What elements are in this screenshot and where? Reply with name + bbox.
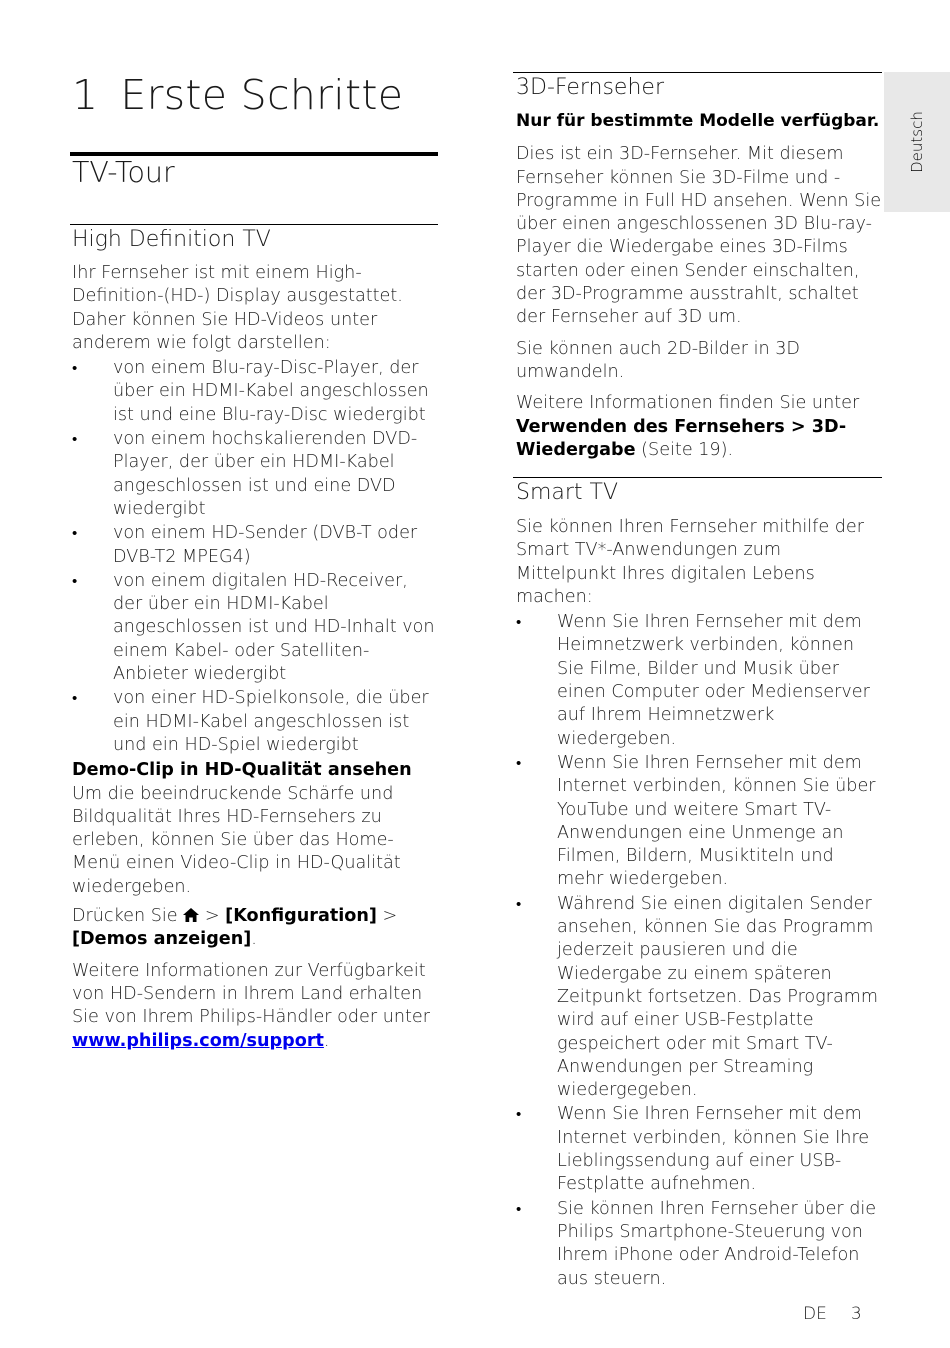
hdtv-body [72,262,438,1053]
page-reference: (Seite 19). [641,439,734,460]
press-separator: > [382,906,398,927]
chapter-number: 1 [72,71,99,119]
press-end: . [251,929,257,950]
menu-path-demos: [Demos anzeigen] [72,929,252,950]
page-footer [803,1304,862,1324]
list-item: • Wenn Sie Ihren Fernseher mit dem Internet verbinden, können Sie Ihre Lieblingssendung auf einer USB-Festplatte aufnehmen. [516,1103,882,1196]
hdtv-bullet-list [72,357,438,757]
footer-language: DE [803,1304,827,1324]
list-item: • von einem HD-Sender (DVB-T oder DVB-T2 MPEG4) [72,522,438,569]
subsection-title-hdtv: High Definition TV [72,227,271,252]
cross-reference: Verwenden des Fernsehers > 3D-Wiedergabe [516,416,847,460]
menu-path-configuration: [Konfiguration] [225,906,377,927]
subsection-rule [513,477,882,478]
three-d-para2: Sie können auch 2D-Bilder in 3D umwandeln. [516,338,800,382]
hdtv-intro: Ihr Fernseher ist mit einem High-Definition-(HD-) Display ausgestattet. Daher können Sie HD-Videos unter anderem wie folgt darstellen: [72,263,403,353]
smart-tv-bullet-list [516,611,882,1291]
smart-tv-intro: Sie können Ihren Fernseher mithilfe der Smart TV*-Anwendungen zum Mittelpunkt Ihres digitalen Lebens machen: [516,517,864,607]
hd-availability-info [72,960,438,1053]
list-item: • Sie können Ihren Fernseher über die Philips Smartphone-Steuerung von Ihrem iPhone oder Android-Telefon aus steuern. [516,1198,882,1291]
list-item: • von einer HD-Spielkonsole, die über ein HDMI-Kabel angeschlossen ist und ein HD-Spiel wiedergibt [72,687,438,757]
press-separator: > [204,906,220,927]
page-number: 3 [850,1304,862,1324]
subsection-rule [70,224,438,225]
list-item: • Während Sie einen digitalen Sender ansehen, können Sie das Programm jederzeit pausieren und die Wiedergabe zu einem späteren Zeitpunkt fortsetzen. Das Programm wird auf einer USB-Festplatte gespeichert oder mit Smart TV-Anwendungen per Streaming wiedergegeben. [516,893,882,1103]
demo-text: Um die beeindruckende Schärfe und Bildqualität Ihres HD-Fernsehers zu erleben, können Sie über das Home-Menü einen Video-Clip in HD-Qualität wiedergeben. [72,783,401,897]
list-item: • von einem Blu-ray-Disc-Player, der über ein HDMI-Kabel angeschlossen ist und eine Blu-ray-Disc wiedergibt [72,357,438,427]
three-d-para1: Dies ist ein 3D-Fernseher. Mit diesem Fernseher können Sie 3D-Filme und -Programme in Full HD ansehen. Wenn Sie über einen angeschlossenen 3D Blu-ray-Player die Wiedergabe eines 3D-Films starten oder einen Sender einschalten, der 3D-Programme ausstrahlt, schaltet der Fernseher auf 3D um. [516,144,882,328]
section-title-tv-tour: TV-Tour [72,156,175,189]
philips-support-link[interactable]: www.philips.com/support [72,1030,324,1051]
more-info-text: Weitere Informationen zur Verfügbarkeit von HD-Sendern in Ihrem Land erhalten Sie von Ihrem Philips-Händler oder unter [72,960,430,1028]
list-item: • Wenn Sie Ihren Fernseher mit dem Internet verbinden, können Sie über YouTube und weitere Smart TV-Anwendungen eine Unmenge an Filmen, Bildern, Musiktiteln und mehr wiedergeben. [516,752,882,892]
demo-instruction [72,905,438,952]
list-item: • von einem hochskalierenden DVD-Player, der über ein HDMI-Kabel angeschlossen ist und eine DVD wiedergibt [72,428,438,521]
list-item: • Wenn Sie Ihren Fernseher mit dem Heimnetzwerk verbinden, können Sie Filme, Bilder und Musik über einen Computer oder Medienserver auf Ihrem Heimnetzwerk wiedergeben. [516,611,882,751]
chapter-title-text: Erste Schritte [120,71,404,119]
press-prefix: Drücken Sie [72,906,178,927]
link-end: . [323,1030,330,1051]
list-item: • von einem digitalen HD-Receiver, der über ein HDMI-Kabel angeschlossen ist und HD-Inhalt von einem Kabel- oder Satelliten-Anbieter wiedergibt [72,570,438,686]
subsection-title-smart-tv: Smart TV [516,480,619,505]
three-d-body [516,110,882,462]
demo-heading: Demo-Clip in HD-Qualität ansehen [72,760,412,781]
smart-tv-body [516,516,882,1291]
three-d-more-info [516,392,882,462]
availability-note: Nur für bestimmte Modelle verfügbar. [516,111,880,131]
more-prefix: Weitere Informationen finden Sie unter [516,393,860,414]
language-tab-label: Deutsch [908,111,926,173]
home-icon [183,908,199,922]
subsection-title-3d: 3D-Fernseher [516,75,664,100]
chapter-title [72,70,403,120]
subsection-rule [513,72,882,73]
